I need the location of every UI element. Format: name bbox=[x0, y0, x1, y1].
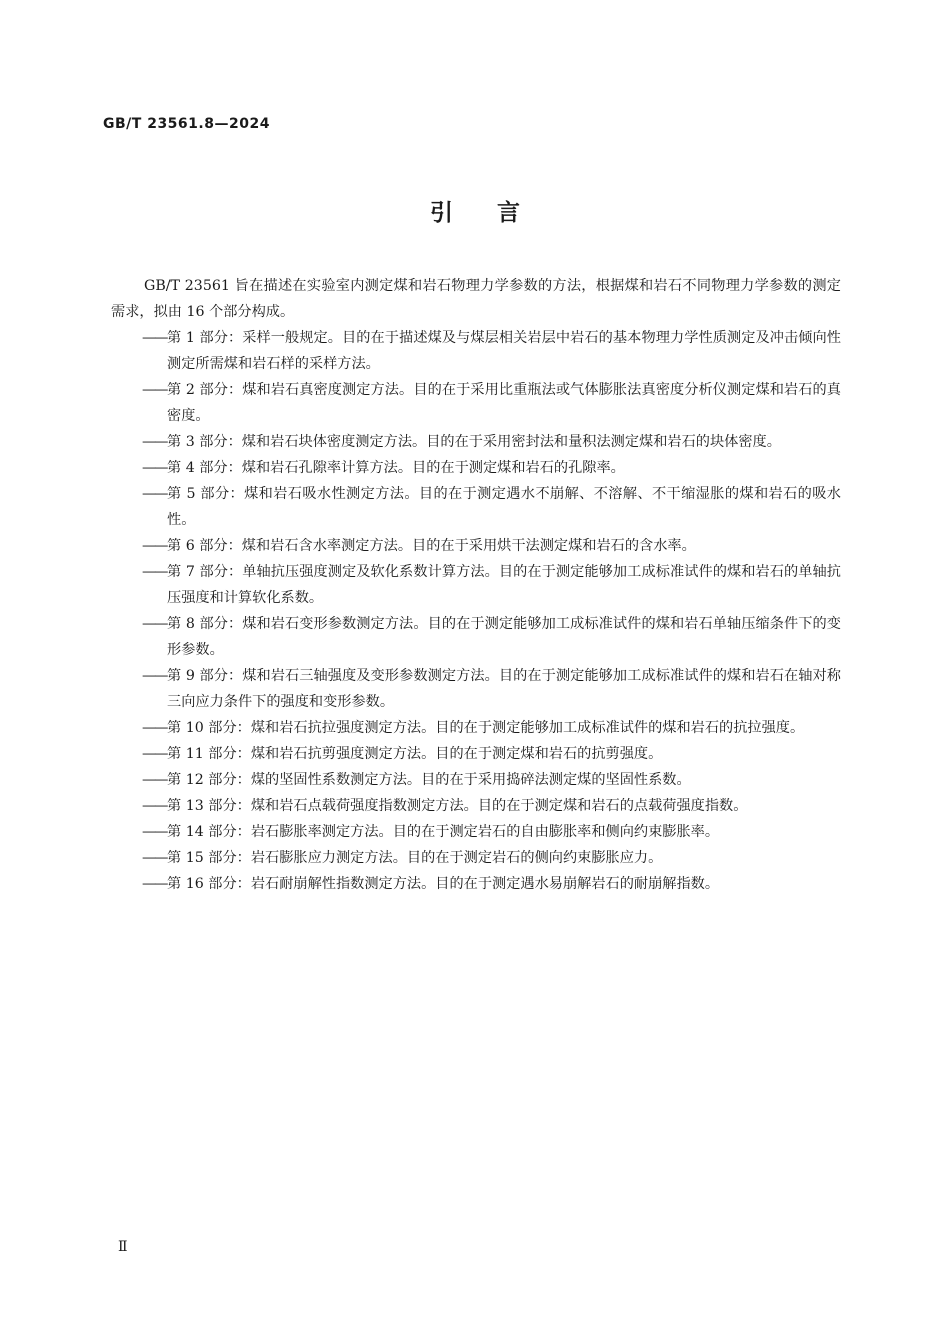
list-item bbox=[111, 871, 841, 897]
list-item bbox=[111, 455, 841, 481]
list-dash: —— bbox=[142, 824, 167, 840]
list-item-text: 第 10 部分：煤和岩石抗拉强度测定方法。目的在于测定能够加工成标准试件的煤和岩石的抗拉强度。 bbox=[167, 720, 805, 736]
list-item-text: 第 9 部分：煤和岩石三轴强度及变形参数测定方法。目的在于测定能够加工成标准试件的煤和岩石在轴对称三向应力条件下的强度和变形参数。 bbox=[167, 668, 841, 710]
list-item-text: 第 13 部分：煤和岩石点载荷强度指数测定方法。目的在于测定煤和岩石的点载荷强度指数。 bbox=[167, 798, 748, 814]
list-item-text: 第 6 部分：煤和岩石含水率测定方法。目的在于采用烘干法测定煤和岩石的含水率。 bbox=[167, 538, 696, 554]
list-item-text: 第 12 部分：煤的坚固性系数测定方法。目的在于采用捣碎法测定煤的坚固性系数。 bbox=[167, 772, 691, 788]
list-item bbox=[111, 325, 841, 377]
list-item bbox=[111, 715, 841, 741]
list-item bbox=[111, 845, 841, 871]
list-dash: —— bbox=[142, 772, 167, 788]
list-dash: —— bbox=[142, 460, 167, 476]
intro-paragraph: GB/T 23561 旨在描述在实验室内测定煤和岩石物理力学参数的方法，根据煤和岩石不同物理力学参数的测定需求，拟由 16 个部分构成。 bbox=[111, 278, 841, 320]
list-dash: —— bbox=[142, 434, 167, 450]
parts-list bbox=[111, 325, 841, 897]
list-item-text: 第 7 部分：单轴抗压强度测定及软化系数计算方法。目的在于测定能够加工成标准试件的煤和岩石的单轴抗压强度和计算软化系数。 bbox=[167, 564, 841, 606]
body-text bbox=[111, 273, 841, 897]
list-dash: —— bbox=[142, 538, 167, 554]
list-dash: —— bbox=[142, 876, 167, 892]
list-item bbox=[111, 663, 841, 715]
standard-number: GB/T 23561.8—2024 bbox=[103, 116, 270, 132]
list-item bbox=[111, 481, 841, 533]
list-dash: —— bbox=[142, 668, 167, 684]
list-item-text: 第 16 部分：岩石耐崩解性指数测定方法。目的在于测定遇水易崩解岩石的耐崩解指数。 bbox=[167, 876, 720, 892]
list-item bbox=[111, 741, 841, 767]
list-item bbox=[111, 793, 841, 819]
list-item-text: 第 8 部分：煤和岩石变形参数测定方法。目的在于测定能够加工成标准试件的煤和岩石单轴压缩条件下的变形参数。 bbox=[167, 616, 841, 658]
list-dash: —— bbox=[142, 746, 167, 762]
page-number: Ⅱ bbox=[118, 1239, 128, 1255]
list-dash: —— bbox=[142, 486, 167, 502]
list-item-text: 第 5 部分：煤和岩石吸水性测定方法。目的在于测定遇水不崩解、不溶解、不干缩湿胀的煤和岩石的吸水性。 bbox=[167, 486, 841, 528]
list-dash: —— bbox=[142, 382, 167, 398]
list-item bbox=[111, 767, 841, 793]
list-dash: —— bbox=[142, 616, 167, 632]
list-dash: —— bbox=[142, 564, 167, 580]
list-item-text: 第 3 部分：煤和岩石块体密度测定方法。目的在于采用密封法和量积法测定煤和岩石的块体密度。 bbox=[167, 434, 781, 450]
list-dash: —— bbox=[142, 720, 167, 736]
list-item bbox=[111, 429, 841, 455]
page-title: 引言 bbox=[430, 200, 564, 226]
list-item-text: 第 15 部分：岩石膨胀应力测定方法。目的在于测定岩石的侧向约束膨胀应力。 bbox=[167, 850, 663, 866]
list-item bbox=[111, 819, 841, 845]
list-item bbox=[111, 611, 841, 663]
list-dash: —— bbox=[142, 798, 167, 814]
list-item-text: 第 11 部分：煤和岩石抗剪强度测定方法。目的在于测定煤和岩石的抗剪强度。 bbox=[167, 746, 663, 762]
list-item bbox=[111, 533, 841, 559]
list-dash: —— bbox=[142, 850, 167, 866]
list-item-text: 第 14 部分：岩石膨胀率测定方法。目的在于测定岩石的自由膨胀率和侧向约束膨胀率。 bbox=[167, 824, 720, 840]
list-item-text: 第 2 部分：煤和岩石真密度测定方法。目的在于采用比重瓶法或气体膨胀法真密度分析仪测定煤和岩石的真密度。 bbox=[167, 382, 841, 424]
list-dash: —— bbox=[142, 330, 167, 346]
list-item bbox=[111, 377, 841, 429]
list-item-text: 第 1 部分：采样一般规定。目的在于描述煤及与煤层相关岩层中岩石的基本物理力学性质测定及冲击倾向性测定所需煤和岩石样的采样方法。 bbox=[167, 330, 841, 372]
list-item bbox=[111, 559, 841, 611]
list-item-text: 第 4 部分：煤和岩石孔隙率计算方法。目的在于测定煤和岩石的孔隙率。 bbox=[167, 460, 625, 476]
